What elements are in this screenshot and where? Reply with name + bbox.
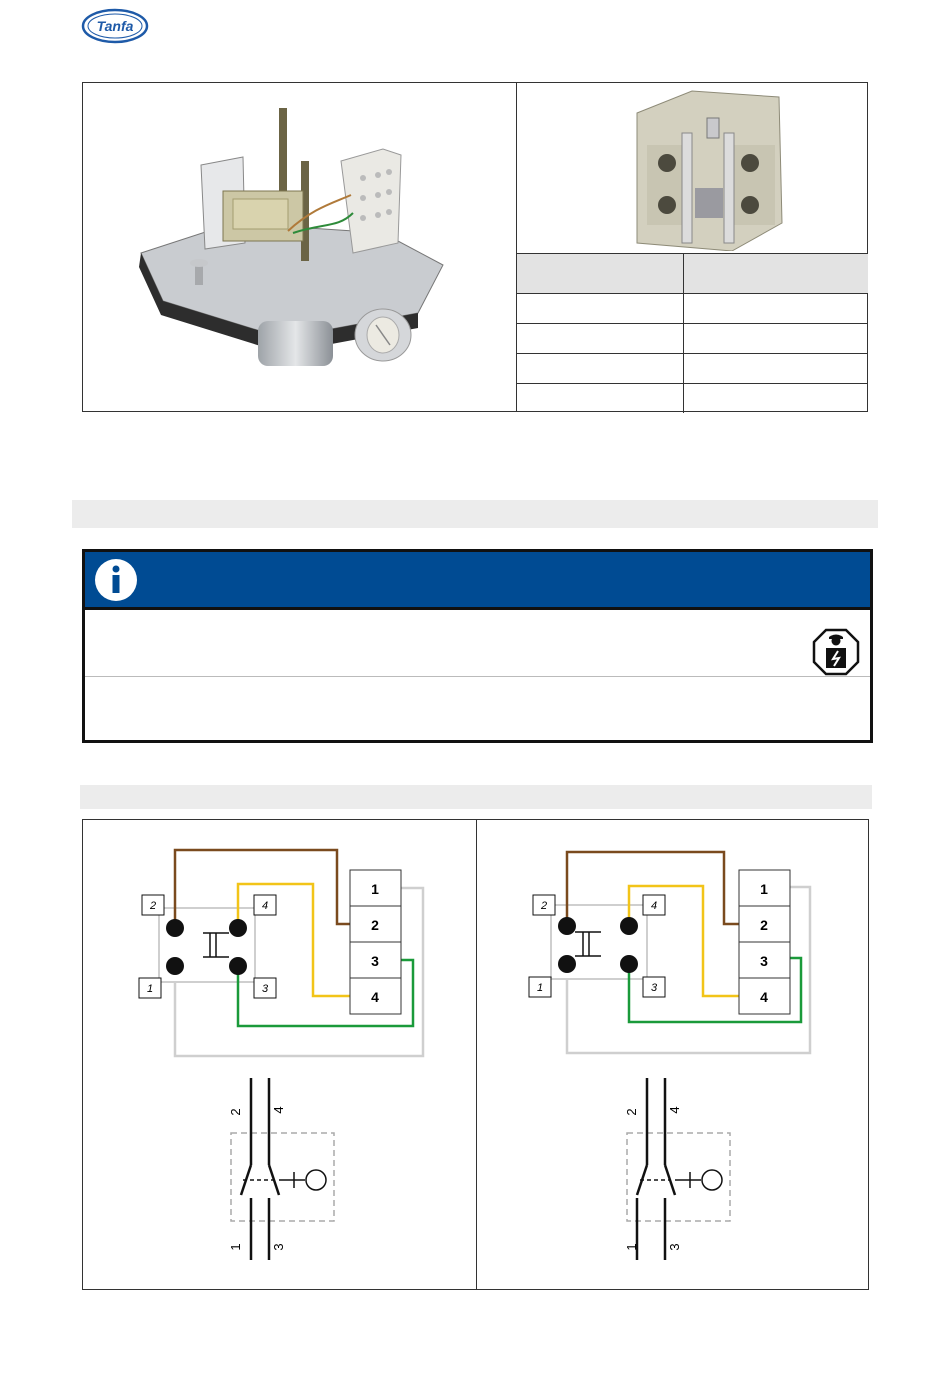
schematic-label: 4	[271, 1106, 286, 1114]
contact-terminal	[166, 957, 184, 975]
contact-label-box	[142, 895, 164, 915]
wiring-diagrams-panel	[82, 819, 869, 1290]
brand-logo-text: Tanfa	[96, 18, 134, 34]
switch-schematic	[624, 1078, 730, 1260]
contact-terminal	[620, 955, 638, 973]
product-panel	[82, 82, 868, 412]
contact-module-photo	[517, 83, 867, 251]
terminal-block	[350, 870, 401, 1014]
terminal-number: 3	[371, 953, 379, 969]
contact-label-box	[254, 895, 276, 915]
svg-text:2: 2	[540, 900, 548, 912]
contact-terminal	[558, 917, 576, 935]
schematic-label: 4	[667, 1106, 682, 1114]
contact-terminal	[558, 955, 576, 973]
switch-schematic	[228, 1078, 334, 1260]
spec-table-row	[517, 294, 868, 324]
contact-label-box	[139, 978, 161, 998]
wiring-diagram-left	[83, 820, 475, 1289]
contact-terminal	[229, 919, 247, 937]
schematic-label: 1	[624, 1243, 639, 1251]
info-icon	[93, 557, 139, 603]
brand-logo	[80, 6, 150, 46]
svg-text:3: 3	[261, 983, 269, 995]
terminal-number: 3	[760, 953, 768, 969]
contact-label-box	[643, 977, 665, 997]
contact-label-box	[533, 895, 555, 915]
spec-table-header-row	[517, 254, 868, 294]
terminal-number: 2	[760, 917, 768, 933]
svg-text:4: 4	[650, 900, 658, 912]
contact-terminal	[229, 957, 247, 975]
spec-table-row	[517, 384, 868, 414]
spec-table	[517, 253, 868, 413]
contact-label-box	[643, 895, 665, 915]
qualified-electrician-icon	[812, 628, 860, 676]
svg-text:2: 2	[149, 900, 157, 912]
terminal-number: 1	[760, 881, 768, 897]
svg-text:4: 4	[261, 900, 269, 912]
contact-label-box	[529, 977, 551, 997]
spec-table-row	[517, 324, 868, 354]
contact-terminal	[166, 919, 184, 937]
svg-text:3: 3	[650, 982, 658, 994]
schematic-label: 3	[271, 1243, 286, 1251]
terminal-number: 1	[371, 881, 379, 897]
pressure-switch-photo	[83, 83, 516, 413]
section-heading-bar	[80, 785, 872, 809]
contact-label-box	[254, 978, 276, 998]
terminal-number: 4	[371, 989, 379, 1005]
terminal-number: 2	[371, 917, 379, 933]
section-heading-bar	[72, 500, 878, 528]
contact-terminal	[620, 917, 638, 935]
wiring-diagram-right	[477, 820, 869, 1289]
terminal-number: 4	[760, 989, 768, 1005]
spec-table-row	[517, 354, 868, 384]
schematic-label: 2	[624, 1108, 639, 1116]
svg-text:1: 1	[146, 983, 154, 995]
schematic-label: 1	[228, 1243, 243, 1251]
svg-text:1: 1	[536, 982, 544, 994]
terminal-block	[739, 870, 790, 1014]
schematic-label: 2	[228, 1108, 243, 1116]
info-notice	[82, 549, 873, 743]
notice-separator	[85, 676, 870, 677]
schematic-label: 3	[667, 1243, 682, 1251]
notice-header	[85, 552, 870, 610]
